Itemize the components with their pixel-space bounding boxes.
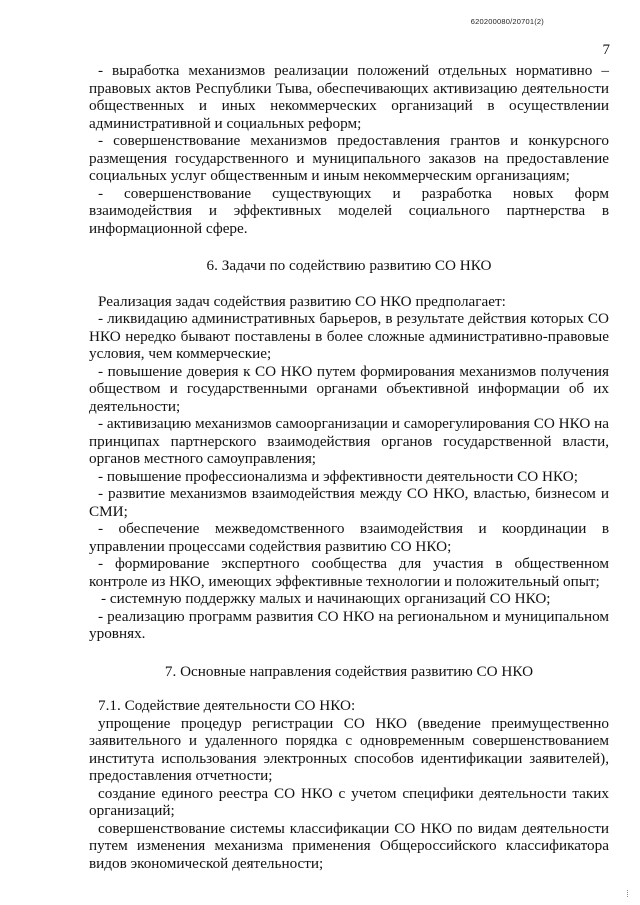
section-6-item: - обеспечение межведомственного взаимодействия и координации в управлении процессами содействия развитию СО НКО; xyxy=(89,520,609,555)
section-6-item: - реализацию программ развития СО НКО на региональном и муниципальном уровнях. xyxy=(89,607,609,642)
intro-item: - совершенствование механизмов предоставления грантов и конкурсного размещения государственного и муниципального заказов на предоставление социальных услуг общественным и иным некоммерческим организациям; xyxy=(89,132,609,184)
section-6-item: - развитие механизмов взаимодействия между СО НКО, властью, бизнесом и СМИ; xyxy=(89,485,609,520)
section-6-item: - повышение профессионализма и эффективности деятельности СО НКО; xyxy=(98,467,578,485)
section-6-item: - системную поддержку малых и начинающих организаций СО НКО; xyxy=(101,590,551,607)
section-7-heading: 7. Основные направления содействия развитию СО НКО xyxy=(164,662,534,680)
document-id: 620200080/20701(2) xyxy=(470,17,544,26)
section-6-item: - активизацию механизмов самоорганизации и саморегулирования СО НКО на принципах партнерского взаимодействия органов государственной власти, органов местного самоуправления; xyxy=(89,415,609,467)
section-6-lead: Реализация задач содействия развитию СО НКО предполагает: xyxy=(98,292,506,310)
scan-edge-mark xyxy=(627,890,632,897)
section-6-item: - повышение доверия к СО НКО путем формирования механизмов получения обществом и государственными органами объективной информации об их деятельности; xyxy=(89,362,609,415)
section-7-subheading: 7.1. Содействие деятельности СО НКО: xyxy=(98,697,356,714)
section-7-item: совершенствование системы классификации СО НКО по видам деятельности путем изменения механизма применения Общероссийского классификатора видов экономической деятельности; xyxy=(89,819,609,872)
intro-item: - совершенствование существующих и разработка новых форм взаимодействия и эффективных моделей социального партнерства в информационной сфере. xyxy=(89,184,609,237)
page-number: 7 xyxy=(602,42,610,58)
intro-item: - выработка механизмов реализации положений отдельных нормативно – правовых актов Республики Тыва, обеспечивающих активизацию деятельности общественных и иных некоммерческих организаций в осуществлении административной и социальных реформ; xyxy=(89,62,609,132)
section-6-item: - формирование экспертного сообщества для участия в общественном контроле из НКО, имеющих эффективные технологии и положительный опыт; xyxy=(89,555,609,590)
section-6-heading: 6. Задачи по содействию развитию СО НКО xyxy=(206,257,492,274)
document-body xyxy=(89,62,609,872)
section-7-item: упрощение процедур регистрации СО НКО (введение преимущественно заявительного и удаленного порядка с одновременным совершенствованием института использования электронных способов идентификации заявителей), предоставления отчетности; xyxy=(89,714,609,784)
section-6-item: - ликвидацию административных барьеров, в результате действия которых СО НКО нередко бывают поставлены в более сложные административно-правовые условия, чем коммерческие; xyxy=(89,310,609,362)
section-7-item: создание единого реестра СО НКО с учетом специфики деятельности таких организаций; xyxy=(89,784,609,819)
